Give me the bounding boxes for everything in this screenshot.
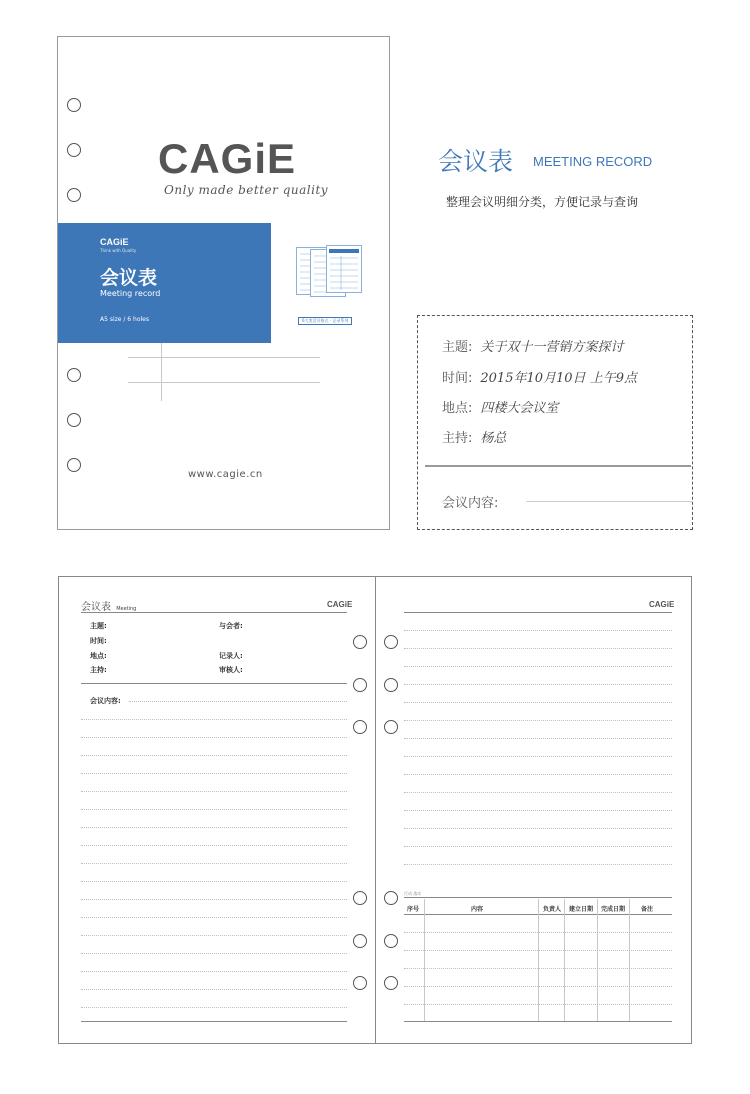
binder-hole-icon <box>384 891 398 905</box>
note-line <box>404 684 672 685</box>
table-column-rule <box>538 899 539 1021</box>
example-row-place <box>442 397 558 416</box>
brand-tagline: Only made better quality <box>164 183 329 197</box>
table-header-end: 完成日期 <box>601 906 626 913</box>
note-line <box>404 666 672 667</box>
binder-hole-icon <box>353 720 367 734</box>
binder-hole-icon <box>353 678 367 692</box>
field-host: 主持: <box>90 666 107 674</box>
example-value: 关于双十一营销方案探讨 <box>480 340 624 355</box>
example-label: 地点: <box>442 401 473 416</box>
binder-hole-icon <box>353 934 367 948</box>
note-line <box>81 845 347 846</box>
note-line <box>404 648 672 649</box>
note-line <box>404 864 672 865</box>
table-header-start: 建立日期 <box>569 906 594 913</box>
table-row <box>404 950 672 951</box>
right-header-rule <box>404 612 672 613</box>
note-line <box>404 810 672 811</box>
example-value: 2015年10月10日 上午9点 <box>480 371 637 386</box>
note-line <box>404 630 672 631</box>
binder-hole-icon <box>67 188 81 202</box>
example-content-label: 会议内容: <box>442 496 499 511</box>
field-attendees: 与会者: <box>219 622 243 630</box>
sheet-rule <box>128 382 320 383</box>
section-title-en: MEETING RECORD <box>533 154 653 169</box>
left-page-title-en: Meeting <box>116 606 137 612</box>
band-subtitle: Meeting record <box>100 289 161 298</box>
sheet-preview-icon <box>326 245 362 293</box>
table-caption: 行动 落实 <box>404 891 422 896</box>
table-column-rule <box>629 899 630 1021</box>
note-line <box>404 774 672 775</box>
right-bottom-rule <box>404 1021 672 1022</box>
note-line <box>81 971 347 972</box>
example-row-host <box>442 427 506 446</box>
table-column-rule <box>597 899 598 1021</box>
open-notebook <box>58 576 692 1044</box>
sheet-rule <box>128 357 320 358</box>
note-line <box>404 756 672 757</box>
example-value: 四楼大会议室 <box>480 401 559 416</box>
field-place: 地点: <box>90 652 107 660</box>
field-time: 时间: <box>90 637 107 645</box>
binder-hole-icon <box>384 720 398 734</box>
binder-hole-icon <box>67 413 81 427</box>
section-title: 会议表 <box>438 147 514 176</box>
table-header-no: 序号 <box>407 906 420 913</box>
table-row <box>404 1004 672 1005</box>
table-top-rule <box>404 897 672 898</box>
note-line <box>81 899 347 900</box>
note-line <box>81 935 347 936</box>
example-label: 主持: <box>442 431 473 446</box>
table-header-note: 备注 <box>641 906 654 913</box>
note-line <box>81 755 347 756</box>
binder-hole-icon <box>353 635 367 649</box>
binder-hole-icon <box>384 976 398 990</box>
note-line <box>81 737 347 738</box>
note-line <box>404 846 672 847</box>
table-row <box>404 986 672 987</box>
left-fields-rule <box>81 683 347 684</box>
table-header-content: 内容 <box>471 906 484 913</box>
note-line <box>404 828 672 829</box>
example-content-rule <box>526 501 692 502</box>
note-line <box>404 702 672 703</box>
left-header-rule <box>81 612 347 613</box>
right-page-brand: CAGiE <box>649 600 675 609</box>
note-line <box>81 1007 347 1008</box>
note-line <box>81 881 347 882</box>
binder-hole-icon <box>353 891 367 905</box>
example-row-topic <box>442 336 623 355</box>
note-line <box>81 719 347 720</box>
product-label-band <box>58 223 271 343</box>
example-meeting-card <box>417 315 693 530</box>
binder-hole-icon <box>353 976 367 990</box>
note-line <box>404 720 672 721</box>
example-value: 杨总 <box>480 431 507 446</box>
example-label: 主题: <box>442 340 473 355</box>
note-line <box>81 989 347 990</box>
binder-hole-icon <box>384 635 398 649</box>
example-divider <box>425 465 691 467</box>
field-reviewer: 审核人: <box>219 666 243 674</box>
table-row <box>404 932 672 933</box>
brand-website: www.cagie.cn <box>188 469 263 480</box>
field-content: 会议内容: <box>90 697 121 705</box>
note-line <box>81 917 347 918</box>
example-row-time <box>442 367 637 386</box>
sheet-rule <box>161 343 162 401</box>
example-label: 时间: <box>442 371 473 386</box>
band-title: 会议表 <box>100 267 158 289</box>
left-page-brand: CAGiE <box>327 600 353 609</box>
binder-hole-icon <box>67 143 81 157</box>
table-row <box>404 968 672 969</box>
field-recorder: 记录人: <box>219 652 243 660</box>
left-bottom-rule <box>81 1021 347 1022</box>
note-line <box>81 953 347 954</box>
section-subtitle: 整理会议明细分类，方便记录与查询 <box>446 195 639 209</box>
binder-hole-icon <box>67 368 81 382</box>
brand-logo: CAGiE <box>158 135 297 182</box>
band-size-info: A5 size / 6 holes <box>100 316 149 323</box>
note-line <box>404 792 672 793</box>
sheet-preview-caption: 6大类活页格式 · 记录系列 <box>298 317 352 325</box>
binder-hole-icon <box>384 678 398 692</box>
table-column-rule <box>424 899 425 1021</box>
note-line <box>81 773 347 774</box>
band-logo: CAGiE <box>100 237 129 247</box>
binder-hole-icon <box>384 934 398 948</box>
binder-hole-icon <box>67 98 81 112</box>
table-header-owner: 负责人 <box>543 906 562 913</box>
note-line <box>81 827 347 828</box>
content-rule <box>129 701 347 702</box>
product-package <box>57 36 390 530</box>
left-page-title-cn: 会议表 <box>81 602 111 613</box>
band-sublogo: Think with Quality <box>100 248 137 253</box>
note-line <box>404 738 672 739</box>
field-topic: 主题: <box>90 622 107 630</box>
note-line <box>81 791 347 792</box>
note-line <box>81 809 347 810</box>
left-page-title <box>81 598 136 613</box>
note-line <box>81 863 347 864</box>
notebook-spine <box>375 577 376 1043</box>
binder-hole-icon <box>67 458 81 472</box>
table-column-rule <box>564 899 565 1021</box>
